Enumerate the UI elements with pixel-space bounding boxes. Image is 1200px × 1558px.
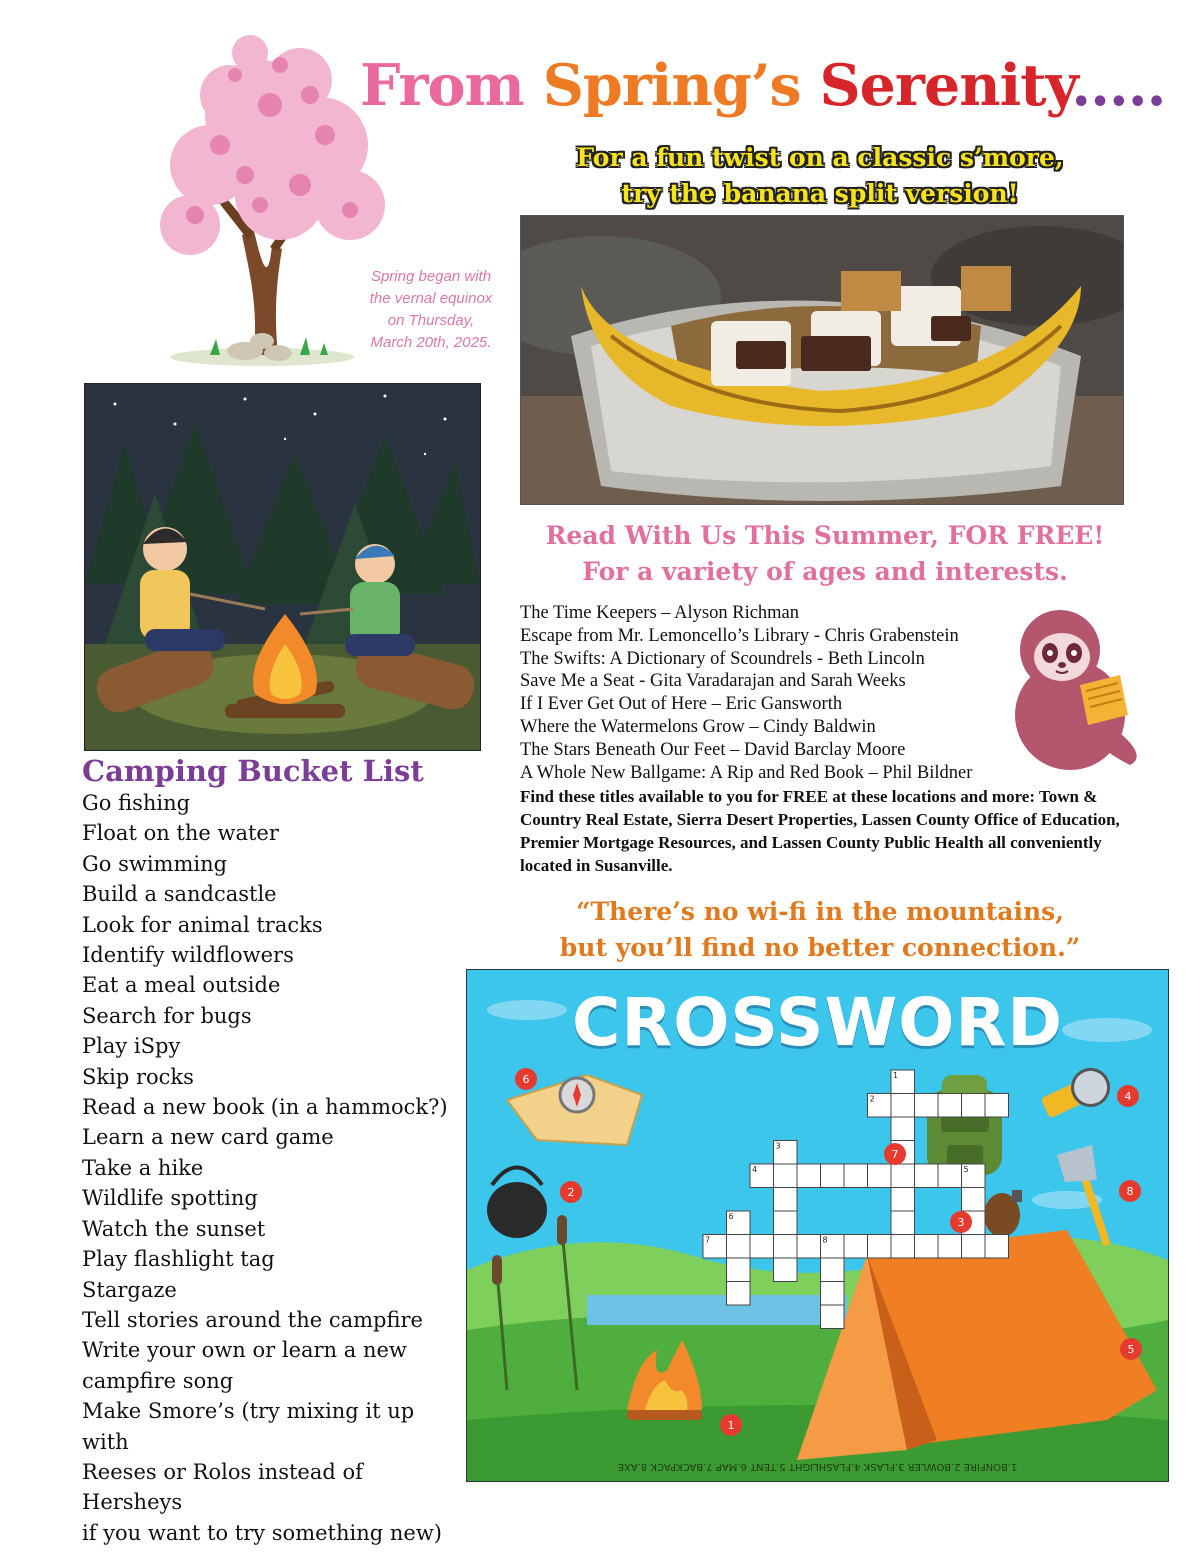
book-item: Escape from Mr. Lemoncello’s Library - Chris Grabenstein xyxy=(520,625,959,646)
title-ellipsis: ..... xyxy=(1071,52,1166,119)
clue-number-badge xyxy=(515,1068,537,1090)
title-word-springs: Spring’s xyxy=(542,52,801,119)
crossword-cell-number: 8 xyxy=(822,1235,828,1245)
crossword-cell-number: 2 xyxy=(869,1094,875,1104)
clue-number-label: 2 xyxy=(567,1186,575,1199)
book-item: Save Me a Seat - Gita Varadarajan and Sarah Weeks xyxy=(520,671,906,692)
crossword-answer-key: 1.BONFIRE 2.BOWLER 3.FLASK 4.FLASHLIGHT 5.TENT 6.MAP 7.BACKPACK 8.AXE xyxy=(617,1461,1018,1472)
clue-number-label: 3 xyxy=(957,1216,965,1229)
equinox-line: the vernal equinox xyxy=(369,290,493,307)
bucket-list-item: Float on the water xyxy=(82,821,279,846)
clue-number-badge xyxy=(720,1414,742,1436)
book-item: A Whole New Ballgame: A Rip and Red Book – Phil Bildner xyxy=(520,762,973,783)
bucket-list-item: Tell stories around the campfire xyxy=(82,1307,423,1332)
bucket-list-item: Write your own or learn a new xyxy=(82,1338,407,1363)
bucket-list-item: Read a new book (in a hammock?) xyxy=(82,1095,448,1120)
crossword-cell-number: 7 xyxy=(705,1235,711,1245)
bucket-list-item: if you want to try something new) xyxy=(82,1520,442,1545)
campfire-illustration xyxy=(84,383,481,751)
bucket-list xyxy=(82,788,462,1548)
clue-number-label: 7 xyxy=(891,1148,899,1161)
book-item: Where the Watermelons Grow – Cindy Baldwin xyxy=(520,716,876,737)
clue-number-badge xyxy=(884,1143,906,1165)
crossword-clue-badges xyxy=(467,970,1168,1481)
quote-line: “There’s no wi-fi in the mountains, xyxy=(576,897,1064,926)
crossword-cell-number: 6 xyxy=(728,1212,734,1221)
bucket-list-item: Search for bugs xyxy=(82,1003,252,1028)
book-item: The Stars Beneath Our Feet – David Barclay Moore xyxy=(520,739,906,760)
bucket-list-item: Go fishing xyxy=(82,791,191,815)
crossword-title: CROSSWORD xyxy=(572,984,1063,1061)
quote-line: but you’ll find no better connection.” xyxy=(559,933,1081,962)
crossword-puzzle xyxy=(466,969,1169,1482)
bucket-list-item: Play iSpy xyxy=(82,1034,181,1059)
bucket-list-item: Learn a new card game xyxy=(82,1125,334,1150)
bucket-list-item: Identify wildflowers xyxy=(82,943,294,968)
smore-heading xyxy=(500,140,1140,212)
bucket-list-item: Reeses or Rolos instead of Hersheys xyxy=(82,1459,363,1515)
crossword-cell-number: 3 xyxy=(775,1141,781,1151)
sloth-reading-illustration xyxy=(1000,605,1150,775)
bucket-list-item: Stargaze xyxy=(82,1277,177,1302)
banana-smore-photo xyxy=(520,215,1124,505)
bucket-list-item: Take a hike xyxy=(82,1155,204,1180)
reading-heading-line: Read With Us This Summer, FOR FREE! xyxy=(545,521,1105,550)
clue-number-label: 4 xyxy=(1124,1090,1132,1103)
reading-heading xyxy=(505,518,1145,590)
bucket-list-item: Skip rocks xyxy=(82,1064,194,1089)
book-list xyxy=(520,602,1020,784)
clue-number-badge xyxy=(950,1211,972,1233)
page-title xyxy=(360,52,1200,119)
clue-number-badge xyxy=(1120,1338,1142,1360)
bucket-list-item: Wildlife spotting xyxy=(82,1186,258,1211)
smore-heading-line: try the banana split version! xyxy=(621,179,1019,208)
reading-heading-line: For a variety of ages and interests. xyxy=(582,557,1068,586)
bucket-list-item: campfire song xyxy=(82,1368,234,1393)
bucket-list-item: Watch the sunset xyxy=(82,1216,266,1241)
title-word-serenity: Serenity xyxy=(819,52,1072,119)
bucket-list-item: Look for animal tracks xyxy=(82,912,323,937)
bucket-list-item: Eat a meal outside xyxy=(82,973,281,998)
book-item: If I Ever Get Out of Here – Eric Gansworth xyxy=(520,694,843,715)
book-item: The Time Keepers – Alyson Richman xyxy=(520,603,800,623)
bucket-list-title: Camping Bucket List xyxy=(82,754,424,788)
bucket-list-item: Go swimming xyxy=(82,851,228,876)
clue-number-label: 8 xyxy=(1126,1185,1134,1198)
equinox-line: March 20th, 2025. xyxy=(370,334,492,351)
crossword-cell-number: 1 xyxy=(893,1071,899,1080)
clue-number-badge xyxy=(560,1181,582,1203)
bucket-list-item: Play flashlight tag xyxy=(82,1247,275,1272)
equinox-line: Spring began with xyxy=(370,268,492,285)
mountains-quote xyxy=(490,894,1150,966)
bucket-list-item: Build a sandcastle xyxy=(82,882,277,907)
bucket-list-item: Make Smore’s (try mixing it up with xyxy=(82,1399,415,1454)
smore-heading-line: For a fun twist on a classic s’more, xyxy=(576,143,1064,172)
title-word-from: From xyxy=(360,52,524,119)
clue-number-badge xyxy=(1117,1085,1139,1107)
clue-number-label: 1 xyxy=(727,1419,735,1432)
equinox-note xyxy=(352,266,510,354)
crossword-cell-number: 4 xyxy=(752,1165,758,1174)
clue-number-label: 5 xyxy=(1127,1343,1135,1356)
book-item: The Swifts: A Dictionary of Scoundrels - Beth Lincoln xyxy=(520,648,925,669)
crossword-cell-number: 5 xyxy=(963,1165,969,1174)
reading-locations-note: Find these titles available to you for FREE at these locations and more: Town & Country Real Estate, Sierra Desert Properties, Lassen County Office of Education, Premier Mortgage Resources, and Lassen County Public Health all conveniently located in Susanville. xyxy=(520,787,1120,875)
clue-number-label: 6 xyxy=(522,1073,530,1086)
clue-number-badge xyxy=(1119,1180,1141,1202)
equinox-line: on Thursday, xyxy=(387,312,475,329)
